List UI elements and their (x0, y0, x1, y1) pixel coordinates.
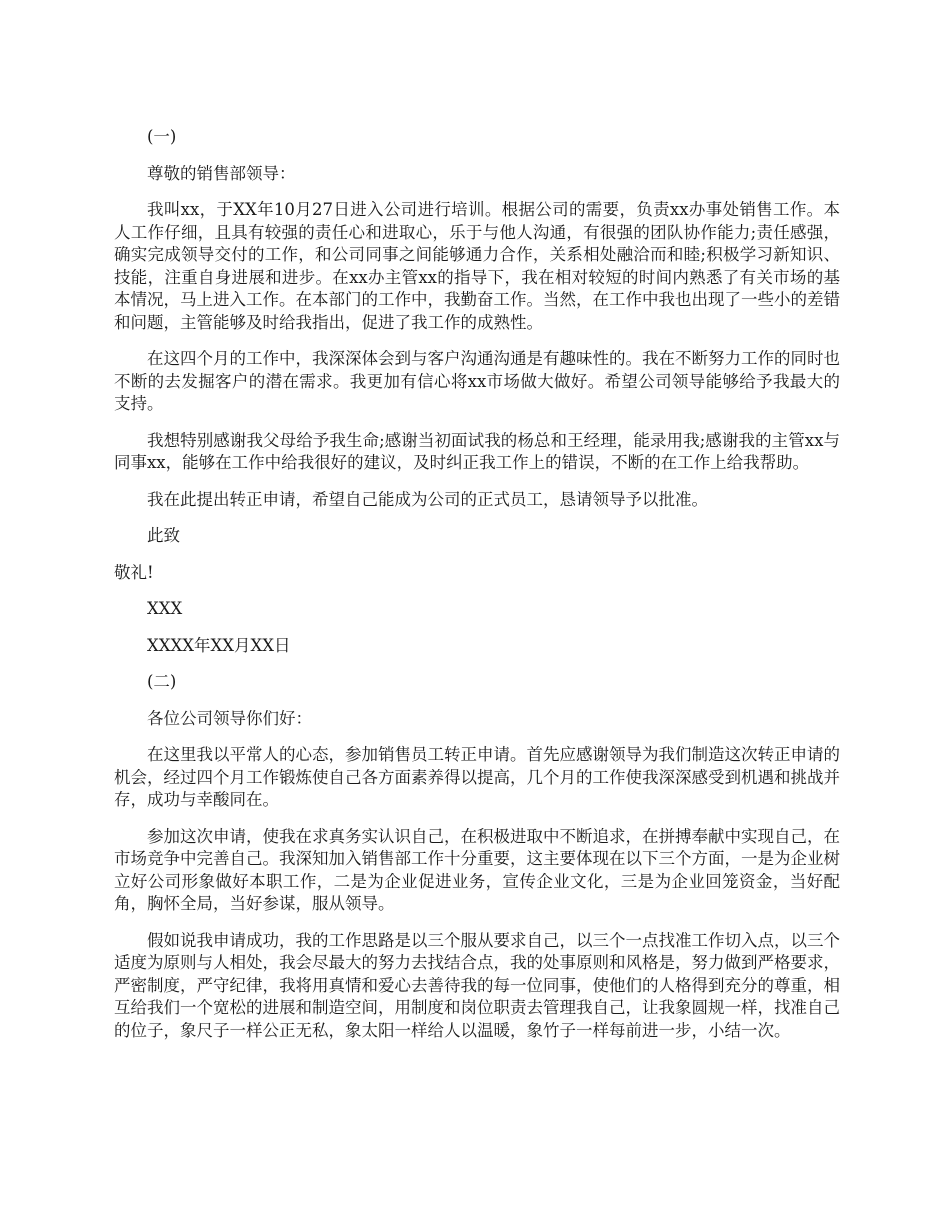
document-body (114, 126, 840, 1056)
body-paragraph: 参加这次申请，使我在求真务实认识自己，在积极进取中不断追求，在拼搏奉献中实现自己，在市场竞争中完善自己。我深知加入销售部工作十分重要，这主要体现在以下三个方面，一是为企业树立好公司形象做好本职工作，二是为企业促进业务，宣传企业文化，三是为企业回笼资金，当好配角，胸怀全局，当好参谋，服从领导。 (114, 826, 840, 913)
body-paragraph: 在这四个月的工作中，我深深体会到与客户沟通沟通是有趣味性的。我在不断努力工作的同时也不断的去发掘客户的潜在需求。我更加有信心将xx市场做大做好。希望公司领导能够给予我最大的支持。 (114, 349, 840, 413)
body-paragraph: 我叫xx，于XX年10月27日进入公司进行培训。根据公司的需要，负责xx办事处销售工作。本人工作仔细，且具有较强的责任心和进取心，乐于与他人沟通，有很强的团队协作能力;责任感强，确实完成领导交付的工作，和公司同事之间能够通力合作，关系相处融洽而和睦;积极学习新知识、技能，注重自身进展和进步。在xx办主管xx的指导下，我在相对较短的时间内熟悉了有关市场的基本情况，马上进入工作。在本部门的工作中，我勤奋工作。当然，在工作中我也出现了一些小的差错和问题，主管能够及时给我指出，促进了我工作的成熟性。 (114, 200, 840, 332)
salutation-1: 尊敬的销售部领导： (147, 163, 296, 183)
body-paragraph: 在这里我以平常人的心态，参加销售员工转正申请。首先应感谢领导为我们制造这次转正申请的机会，经过四个月工作锻炼使自己各方面素养得以提高，几个月的工作使我深深感受到机遇和挑战并存，成功与幸酸同在。 (114, 745, 840, 809)
body-paragraph: 我想特别感谢我父母给予我生命;感谢当初面试我的杨总和王经理，能录用我;感谢我的主管xx与同事xx，能够在工作中给我很好的建议，及时纠正我工作上的错误，不断的在工作上给我帮助。 (114, 430, 840, 472)
signature-name: XXX (147, 599, 183, 618)
salutation-2: 各位公司领导你们好： (147, 708, 312, 728)
section-heading-1: (一) (147, 127, 177, 146)
closing-regards: 敬礼! (114, 562, 154, 582)
body-paragraph: 假如说我申请成功，我的工作思路是以三个服从要求自己，以三个一点找准工作切入点，以三个适度为原则与人相处，我会尽最大的努力去找结合点，我的处事原则和风格是，努力做到严格要求，严密制度，严守纪律，我将用真情和爱心去善待我的每一位同事，使他们的人格得到充分的尊重，相互给我们一个宽松的进展和制造空间，用制度和岗位职责去管理我自己，让我象圆规一样，找准自己的位子，象尺子一样公正无私，象太阳一样给人以温暖，象竹子一样每前进一步，小结一次。 (114, 930, 840, 1040)
signature-date: XXXX年XX月XX日 (147, 635, 291, 655)
closing-line: 此致 (147, 526, 180, 545)
body-paragraph: 我在此提出转正申请，希望自己能成为公司的正式员工，恳请领导予以批准。 (147, 489, 708, 509)
section-heading-2: (二) (147, 672, 177, 691)
